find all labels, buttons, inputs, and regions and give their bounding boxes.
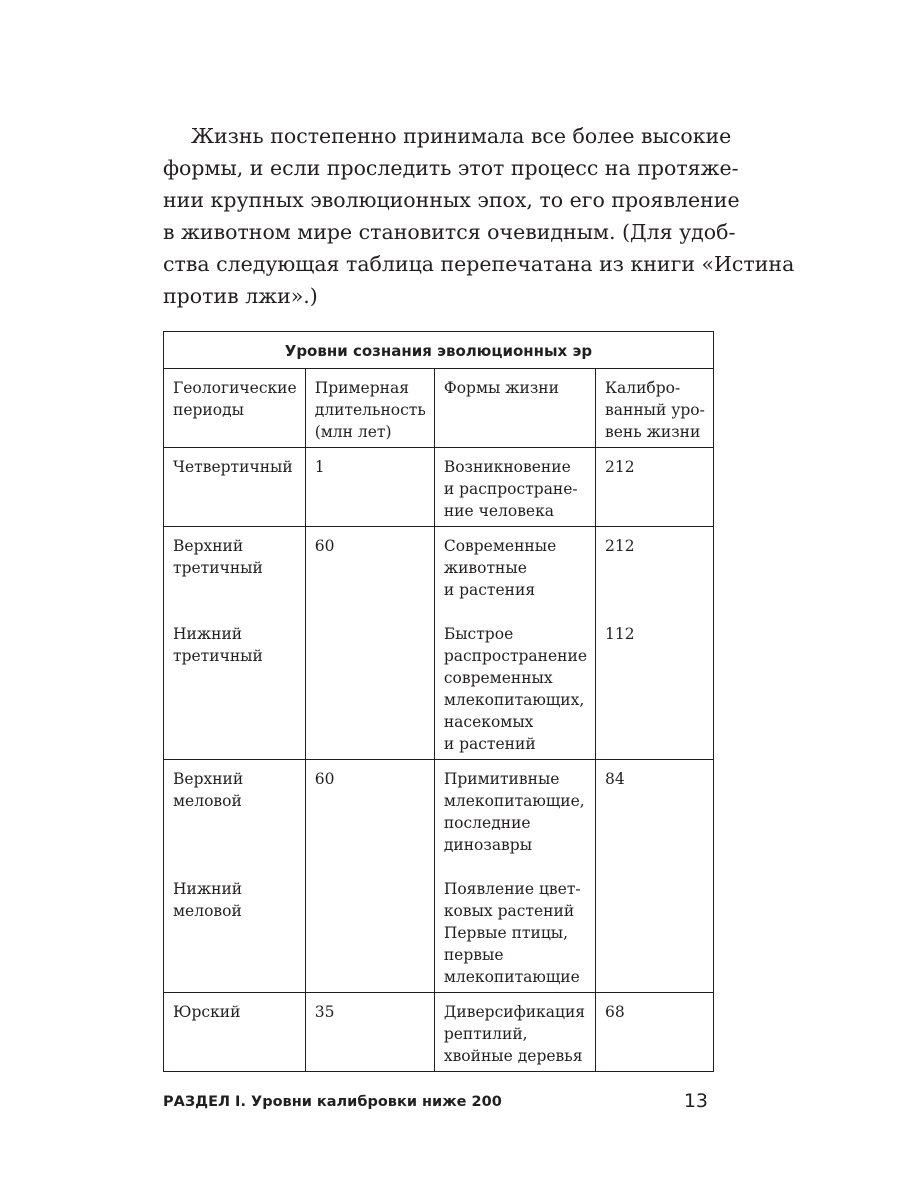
paragraph-line: формы, и если проследить этот процесс на протяже- (163, 156, 739, 180)
table-caption: Уровни сознания эволюционных эр (164, 332, 714, 369)
level-cell: 212 (596, 448, 714, 527)
period-cell: Четвертичный (164, 448, 306, 527)
duration-cell: 1 (305, 448, 434, 527)
life-forms-cell: Примитивные млекопитающие, последние динозавры Появление цвет- ковых растений Первые птицы, первые млекопитающие (434, 760, 595, 993)
paragraph-line: Жизнь постепенно принимала все более высокие (191, 124, 732, 148)
period-cell: Верхний третичный Нижний третичный (164, 527, 306, 760)
header-calibrated-level: Калибро- ванный уро- вень жизни (596, 369, 714, 448)
table-row (164, 527, 714, 760)
page-number: 13 (683, 1090, 708, 1112)
paragraph-line: нии крупных эволюционных эпох, то его проявление (163, 188, 740, 212)
life-forms-cell: Диверсификация рептилий, хвойные деревья (434, 993, 595, 1072)
evolution-table (163, 331, 714, 1072)
level-cell: 84 (596, 760, 714, 993)
table-caption-row (164, 332, 714, 369)
life-forms-cell: Возникновение и распростране- ние человека (434, 448, 595, 527)
header-geological-periods: Геологические периоды (164, 369, 306, 448)
table-row (164, 760, 714, 993)
level-cell: 68 (596, 993, 714, 1072)
duration-cell: 60 (305, 760, 434, 993)
duration-cell: 35 (305, 993, 434, 1072)
body-paragraph (163, 120, 795, 312)
paragraph-line: против лжи».) (163, 284, 318, 308)
header-life-forms: Формы жизни (434, 369, 595, 448)
paragraph-line: в животном мире становится очевидным. (Для удоб- (163, 220, 736, 244)
table-row (164, 993, 714, 1072)
table-row (164, 448, 714, 527)
paragraph-line: ства следующая таблица перепечатана из книги «Истина (163, 252, 795, 276)
period-cell: Юрский (164, 993, 306, 1072)
running-footer-section-title: РАЗДЕЛ I. Уровни калибровки ниже 200 (163, 1094, 502, 1110)
level-cell: 212 112 (596, 527, 714, 760)
life-forms-cell: Современные животные и растения Быстрое распространение современных млекопитающих, насекомых и растений (434, 527, 595, 760)
page-footer (163, 1090, 708, 1116)
period-cell: Верхний меловой Нижний меловой (164, 760, 306, 993)
duration-cell: 60 (305, 527, 434, 760)
header-duration: Примерная длительность (млн лет) (305, 369, 434, 448)
table-header-row (164, 369, 714, 448)
